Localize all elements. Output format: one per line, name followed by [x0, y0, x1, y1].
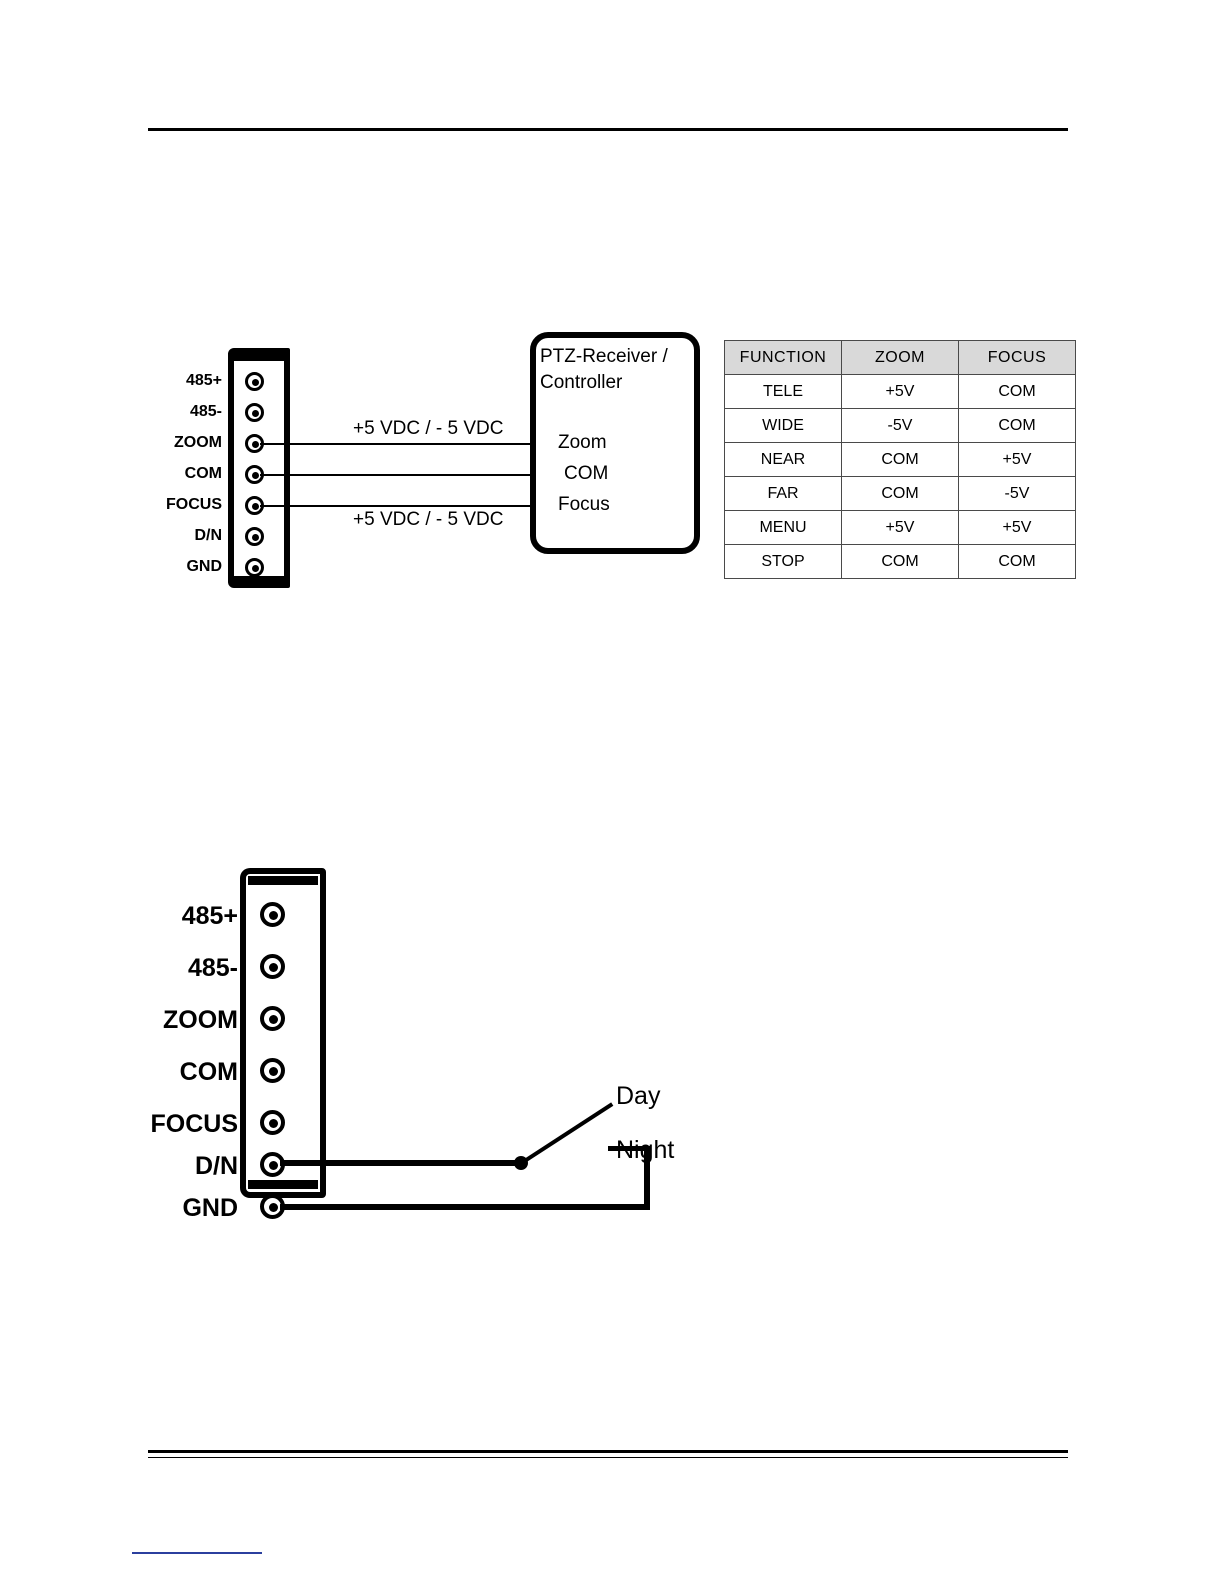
table-row: [725, 545, 1076, 579]
cell-focus: COM: [959, 375, 1076, 409]
switch-arm-day[interactable]: [519, 1102, 613, 1165]
cell-focus: COM: [959, 545, 1076, 579]
footer-rule-thin: [148, 1457, 1068, 1458]
pin-label-focus: FOCUS: [150, 1110, 238, 1138]
cell-zoom: +5V: [842, 511, 959, 545]
day-night-switch-wiring-diagram: [148, 860, 1068, 1240]
cell-focus: COM: [959, 409, 1076, 443]
pin-label-focus: FOCUS: [166, 496, 222, 513]
pin-label-485plus: 485+: [181, 902, 238, 930]
cell-function: FAR: [725, 477, 842, 511]
cell-zoom: -5V: [842, 409, 959, 443]
cell-focus: +5V: [959, 511, 1076, 545]
pin-485minus: [260, 954, 285, 979]
switch-label-night: Night: [616, 1136, 675, 1164]
pin-label-com: COM: [184, 465, 222, 482]
device-terminal-com: COM: [564, 463, 609, 484]
wire-dn: [280, 1160, 520, 1166]
cell-focus: +5V: [959, 443, 1076, 477]
table-row: [725, 477, 1076, 511]
footer-link-underline[interactable]: [132, 1552, 262, 1554]
table-row: [725, 443, 1076, 477]
header-rule: [148, 128, 1068, 131]
cell-function: WIDE: [725, 409, 842, 443]
pin-label-dn: D/N: [194, 1152, 238, 1180]
pin-gnd: [245, 558, 264, 577]
table-header-focus: FOCUS: [959, 341, 1076, 375]
zoom-focus-function-table: [724, 340, 1076, 579]
pin-label-com: COM: [179, 1058, 238, 1086]
pin-dn: [245, 527, 264, 546]
wire-gnd-horizontal: [280, 1204, 650, 1210]
wire-focus: [260, 505, 532, 507]
ptz-title-line1: PTZ-Receiver /: [540, 346, 668, 367]
cell-zoom: COM: [842, 443, 959, 477]
pin-label-zoom: ZOOM: [163, 1006, 238, 1034]
pin-label-dn: D/N: [194, 527, 222, 544]
table-row: [725, 409, 1076, 443]
pin-label-485minus: 485-: [189, 403, 222, 420]
wire-zoom: [260, 443, 532, 445]
pin-485plus: [245, 372, 264, 391]
pin-zoom: [260, 1006, 285, 1031]
cell-zoom: +5V: [842, 375, 959, 409]
cell-function: TELE: [725, 375, 842, 409]
wire-com: [260, 474, 532, 476]
footer-rule-thick: [148, 1450, 1068, 1453]
switch-label-day: Day: [616, 1082, 661, 1110]
pin-485minus: [245, 403, 264, 422]
device-terminal-focus: Focus: [558, 494, 610, 515]
cell-zoom: COM: [842, 477, 959, 511]
cell-zoom: COM: [842, 545, 959, 579]
pin-label-485plus: 485+: [185, 372, 222, 389]
ptz-title-line2: Controller: [540, 372, 623, 393]
pin-label-gnd: GND: [182, 1194, 238, 1222]
table-header-function: FUNCTION: [725, 341, 842, 375]
table-header-zoom: ZOOM: [842, 341, 959, 375]
device-terminal-zoom: Zoom: [558, 432, 607, 453]
table-row: [725, 511, 1076, 545]
cell-function: NEAR: [725, 443, 842, 477]
ptz-receiver-title: [540, 344, 700, 396]
cell-focus: -5V: [959, 477, 1076, 511]
pin-485plus: [260, 902, 285, 927]
pin-label-zoom: ZOOM: [174, 434, 222, 451]
pin-label-gnd: GND: [186, 558, 222, 575]
pin-label-485minus: 485-: [187, 954, 238, 982]
cell-function: STOP: [725, 545, 842, 579]
pin-focus: [260, 1110, 285, 1135]
pin-com: [260, 1058, 285, 1083]
cell-function: MENU: [725, 511, 842, 545]
table-header-row: [725, 341, 1076, 375]
table-row: [725, 375, 1076, 409]
wire-label-bottom: +5 VDC / - 5 VDC: [353, 509, 504, 530]
wire-label-top: +5 VDC / - 5 VDC: [353, 418, 504, 439]
